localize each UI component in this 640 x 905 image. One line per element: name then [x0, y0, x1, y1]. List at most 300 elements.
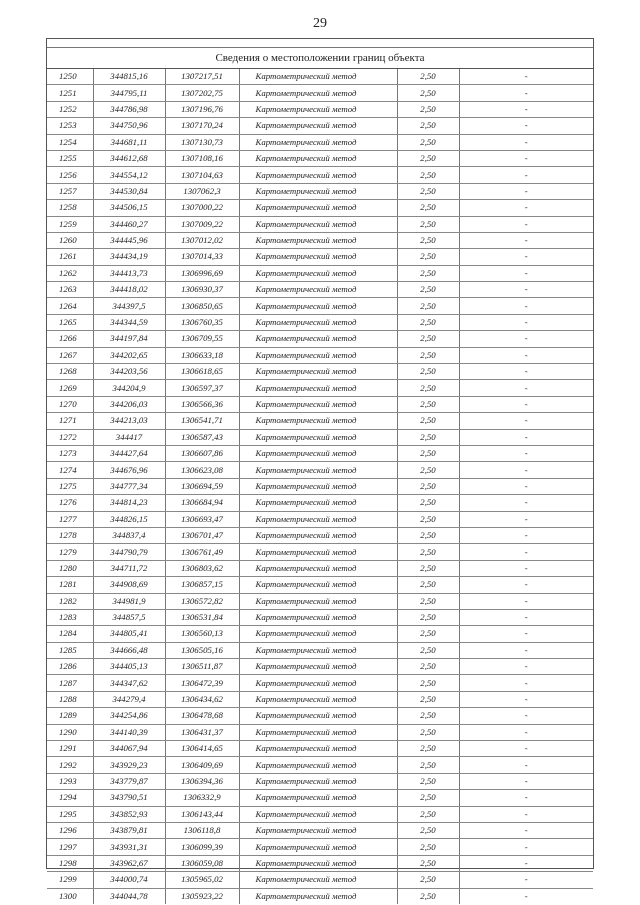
note-cell: - — [459, 347, 593, 363]
point-number-cell: 1264 — [47, 298, 93, 314]
accuracy-cell: 2,50 — [397, 183, 459, 199]
table-row — [47, 741, 593, 757]
x-coordinate-cell: 344460,27 — [93, 216, 165, 232]
point-number-cell: 1254 — [47, 134, 93, 150]
table-row — [47, 429, 593, 445]
table-row — [47, 347, 593, 363]
point-number-cell: 1275 — [47, 478, 93, 494]
table-row — [47, 724, 593, 740]
x-coordinate-cell: 344814,23 — [93, 495, 165, 511]
accuracy-cell: 2,50 — [397, 708, 459, 724]
point-number-cell: 1272 — [47, 429, 93, 445]
note-cell: - — [459, 85, 593, 101]
method-cell: Картометрический метод — [239, 478, 397, 494]
method-cell: Картометрический метод — [239, 200, 397, 216]
accuracy-cell: 2,50 — [397, 773, 459, 789]
accuracy-cell: 2,50 — [397, 888, 459, 904]
table-row — [47, 364, 593, 380]
x-coordinate-cell: 344344,59 — [93, 314, 165, 330]
y-coordinate-cell: 1306996,69 — [165, 265, 239, 281]
table-row — [47, 118, 593, 134]
note-cell: - — [459, 593, 593, 609]
note-cell: - — [459, 167, 593, 183]
method-cell: Картометрический метод — [239, 888, 397, 904]
table-row — [47, 757, 593, 773]
point-number-cell: 1273 — [47, 445, 93, 461]
table-row — [47, 806, 593, 822]
accuracy-cell: 2,50 — [397, 741, 459, 757]
method-cell: Картометрический метод — [239, 675, 397, 691]
note-cell: - — [459, 183, 593, 199]
x-coordinate-cell: 344681,11 — [93, 134, 165, 150]
point-number-cell: 1258 — [47, 200, 93, 216]
method-cell: Картометрический метод — [239, 265, 397, 281]
point-number-cell: 1274 — [47, 462, 93, 478]
accuracy-cell: 2,50 — [397, 331, 459, 347]
y-coordinate-cell: 1306099,39 — [165, 839, 239, 855]
point-number-cell: 1282 — [47, 593, 93, 609]
accuracy-cell: 2,50 — [397, 577, 459, 593]
point-number-cell: 1262 — [47, 265, 93, 281]
table-row — [47, 560, 593, 576]
table-row — [47, 659, 593, 675]
table-row — [47, 577, 593, 593]
point-number-cell: 1289 — [47, 708, 93, 724]
y-coordinate-cell: 1306597,37 — [165, 380, 239, 396]
table-row — [47, 708, 593, 724]
x-coordinate-cell: 344826,15 — [93, 511, 165, 527]
method-cell: Картометрический метод — [239, 150, 397, 166]
method-cell: Картометрический метод — [239, 167, 397, 183]
accuracy-cell: 2,50 — [397, 642, 459, 658]
method-cell: Картометрический метод — [239, 216, 397, 232]
table-row — [47, 773, 593, 789]
table-row — [47, 888, 593, 904]
point-number-cell: 1270 — [47, 396, 93, 412]
note-cell: - — [459, 462, 593, 478]
y-coordinate-cell: 1306709,55 — [165, 331, 239, 347]
table-row — [47, 609, 593, 625]
method-cell: Картометрический метод — [239, 642, 397, 658]
accuracy-cell: 2,50 — [397, 265, 459, 281]
accuracy-cell: 2,50 — [397, 167, 459, 183]
accuracy-cell: 2,50 — [397, 462, 459, 478]
x-coordinate-cell: 343931,31 — [93, 839, 165, 855]
table-row — [47, 134, 593, 150]
table-row — [47, 462, 593, 478]
y-coordinate-cell: 1306701,47 — [165, 527, 239, 543]
note-cell: - — [459, 659, 593, 675]
accuracy-cell: 2,50 — [397, 822, 459, 838]
y-coordinate-cell: 1306059,08 — [165, 855, 239, 871]
accuracy-cell: 2,50 — [397, 298, 459, 314]
note-cell: - — [459, 380, 593, 396]
note-cell: - — [459, 527, 593, 543]
note-cell: - — [459, 691, 593, 707]
accuracy-cell: 2,50 — [397, 314, 459, 330]
x-coordinate-cell: 344790,79 — [93, 544, 165, 560]
x-coordinate-cell: 343962,67 — [93, 855, 165, 871]
y-coordinate-cell: 1305965,02 — [165, 872, 239, 888]
y-coordinate-cell: 1307170,24 — [165, 118, 239, 134]
table-row — [47, 167, 593, 183]
table-row — [47, 150, 593, 166]
x-coordinate-cell: 344805,41 — [93, 626, 165, 642]
y-coordinate-cell: 1306633,18 — [165, 347, 239, 363]
accuracy-cell: 2,50 — [397, 511, 459, 527]
note-cell: - — [459, 216, 593, 232]
accuracy-cell: 2,50 — [397, 69, 459, 85]
y-coordinate-cell: 1306541,71 — [165, 413, 239, 429]
method-cell: Картометрический метод — [239, 511, 397, 527]
x-coordinate-cell: 344206,03 — [93, 396, 165, 412]
point-number-cell: 1290 — [47, 724, 93, 740]
method-cell: Картометрический метод — [239, 462, 397, 478]
method-cell: Картометрический метод — [239, 577, 397, 593]
y-coordinate-cell: 1307196,76 — [165, 101, 239, 117]
y-coordinate-cell: 1305923,22 — [165, 888, 239, 904]
accuracy-cell: 2,50 — [397, 134, 459, 150]
y-coordinate-cell: 1307217,51 — [165, 69, 239, 85]
point-number-cell: 1296 — [47, 822, 93, 838]
y-coordinate-cell: 1306850,65 — [165, 298, 239, 314]
table-row — [47, 85, 593, 101]
table-row — [47, 232, 593, 248]
x-coordinate-cell: 344777,34 — [93, 478, 165, 494]
note-cell: - — [459, 445, 593, 461]
point-number-cell: 1292 — [47, 757, 93, 773]
table-row — [47, 298, 593, 314]
x-coordinate-cell: 344397,5 — [93, 298, 165, 314]
table-row — [47, 445, 593, 461]
table-row — [47, 675, 593, 691]
accuracy-cell: 2,50 — [397, 626, 459, 642]
table-row — [47, 249, 593, 265]
x-coordinate-cell: 344197,84 — [93, 331, 165, 347]
point-number-cell: 1297 — [47, 839, 93, 855]
method-cell: Картометрический метод — [239, 822, 397, 838]
point-number-cell: 1267 — [47, 347, 93, 363]
y-coordinate-cell: 1306143,44 — [165, 806, 239, 822]
point-number-cell: 1265 — [47, 314, 93, 330]
accuracy-cell: 2,50 — [397, 691, 459, 707]
accuracy-cell: 2,50 — [397, 85, 459, 101]
x-coordinate-cell: 344044,78 — [93, 888, 165, 904]
point-number-cell: 1299 — [47, 872, 93, 888]
point-number-cell: 1268 — [47, 364, 93, 380]
y-coordinate-cell: 1306572,82 — [165, 593, 239, 609]
method-cell: Картометрический метод — [239, 282, 397, 298]
note-cell: - — [459, 675, 593, 691]
method-cell: Картометрический метод — [239, 298, 397, 314]
boundary-points-table — [47, 69, 593, 904]
table-row — [47, 790, 593, 806]
y-coordinate-cell: 1307062,3 — [165, 183, 239, 199]
y-coordinate-cell: 1306618,65 — [165, 364, 239, 380]
method-cell: Картометрический метод — [239, 806, 397, 822]
x-coordinate-cell: 344202,65 — [93, 347, 165, 363]
x-coordinate-cell: 344418,02 — [93, 282, 165, 298]
accuracy-cell: 2,50 — [397, 855, 459, 871]
y-coordinate-cell: 1306478,68 — [165, 708, 239, 724]
point-number-cell: 1257 — [47, 183, 93, 199]
note-cell: - — [459, 249, 593, 265]
accuracy-cell: 2,50 — [397, 396, 459, 412]
table-row — [47, 544, 593, 560]
accuracy-cell: 2,50 — [397, 495, 459, 511]
note-cell: - — [459, 413, 593, 429]
note-cell: - — [459, 232, 593, 248]
y-coordinate-cell: 1306560,13 — [165, 626, 239, 642]
table-row — [47, 331, 593, 347]
note-cell: - — [459, 298, 593, 314]
point-number-cell: 1298 — [47, 855, 93, 871]
x-coordinate-cell: 344427,64 — [93, 445, 165, 461]
accuracy-cell: 2,50 — [397, 380, 459, 396]
x-coordinate-cell: 344279,4 — [93, 691, 165, 707]
accuracy-cell: 2,50 — [397, 593, 459, 609]
y-coordinate-cell: 1307104,63 — [165, 167, 239, 183]
x-coordinate-cell: 344405,13 — [93, 659, 165, 675]
x-coordinate-cell: 344786,98 — [93, 101, 165, 117]
accuracy-cell: 2,50 — [397, 790, 459, 806]
note-cell: - — [459, 134, 593, 150]
method-cell: Картометрический метод — [239, 249, 397, 265]
point-number-cell: 1276 — [47, 495, 93, 511]
table-row — [47, 626, 593, 642]
x-coordinate-cell: 344711,72 — [93, 560, 165, 576]
y-coordinate-cell: 1307014,33 — [165, 249, 239, 265]
note-cell: - — [459, 757, 593, 773]
method-cell: Картометрический метод — [239, 429, 397, 445]
point-number-cell: 1252 — [47, 101, 93, 117]
x-coordinate-cell: 343929,23 — [93, 757, 165, 773]
y-coordinate-cell: 1306930,37 — [165, 282, 239, 298]
point-number-cell: 1288 — [47, 691, 93, 707]
note-cell: - — [459, 314, 593, 330]
table-row — [47, 822, 593, 838]
note-cell: - — [459, 396, 593, 412]
accuracy-cell: 2,50 — [397, 806, 459, 822]
method-cell: Картометрический метод — [239, 183, 397, 199]
method-cell: Картометрический метод — [239, 708, 397, 724]
method-cell: Картометрический метод — [239, 544, 397, 560]
table-row — [47, 380, 593, 396]
x-coordinate-cell: 344445,96 — [93, 232, 165, 248]
y-coordinate-cell: 1306761,49 — [165, 544, 239, 560]
accuracy-cell: 2,50 — [397, 282, 459, 298]
table-row — [47, 642, 593, 658]
method-cell: Картометрический метод — [239, 347, 397, 363]
table-row — [47, 314, 593, 330]
method-cell: Картометрический метод — [239, 396, 397, 412]
point-number-cell: 1283 — [47, 609, 93, 625]
y-coordinate-cell: 1306623,08 — [165, 462, 239, 478]
x-coordinate-cell: 344857,5 — [93, 609, 165, 625]
x-coordinate-cell: 344434,19 — [93, 249, 165, 265]
method-cell: Картометрический метод — [239, 609, 397, 625]
y-coordinate-cell: 1306587,43 — [165, 429, 239, 445]
x-coordinate-cell: 344815,16 — [93, 69, 165, 85]
x-coordinate-cell: 344750,96 — [93, 118, 165, 134]
point-number-cell: 1277 — [47, 511, 93, 527]
method-cell: Картометрический метод — [239, 593, 397, 609]
table-row — [47, 216, 593, 232]
accuracy-cell: 2,50 — [397, 724, 459, 740]
method-cell: Картометрический метод — [239, 855, 397, 871]
note-cell: - — [459, 839, 593, 855]
note-cell: - — [459, 626, 593, 642]
y-coordinate-cell: 1306434,62 — [165, 691, 239, 707]
note-cell: - — [459, 544, 593, 560]
table-row — [47, 855, 593, 871]
accuracy-cell: 2,50 — [397, 232, 459, 248]
table-body — [47, 69, 593, 904]
point-number-cell: 1261 — [47, 249, 93, 265]
x-coordinate-cell: 344795,11 — [93, 85, 165, 101]
method-cell: Картометрический метод — [239, 757, 397, 773]
x-coordinate-cell: 344530,84 — [93, 183, 165, 199]
y-coordinate-cell: 1306531,84 — [165, 609, 239, 625]
y-coordinate-cell: 1306693,47 — [165, 511, 239, 527]
x-coordinate-cell: 344204,9 — [93, 380, 165, 396]
x-coordinate-cell: 343852,93 — [93, 806, 165, 822]
boundary-table-sheet — [46, 38, 594, 901]
y-coordinate-cell: 1307130,73 — [165, 134, 239, 150]
y-coordinate-cell: 1306332,9 — [165, 790, 239, 806]
point-number-cell: 1251 — [47, 85, 93, 101]
x-coordinate-cell: 344612,68 — [93, 150, 165, 166]
note-cell: - — [459, 69, 593, 85]
method-cell: Картометрический метод — [239, 560, 397, 576]
method-cell: Картометрический метод — [239, 445, 397, 461]
point-number-cell: 1253 — [47, 118, 93, 134]
table-row — [47, 413, 593, 429]
method-cell: Картометрический метод — [239, 839, 397, 855]
note-cell: - — [459, 331, 593, 347]
accuracy-cell: 2,50 — [397, 200, 459, 216]
y-coordinate-cell: 1307108,16 — [165, 150, 239, 166]
table-row — [47, 511, 593, 527]
point-number-cell: 1287 — [47, 675, 93, 691]
x-coordinate-cell: 344506,15 — [93, 200, 165, 216]
table-row — [47, 872, 593, 888]
accuracy-cell: 2,50 — [397, 413, 459, 429]
accuracy-cell: 2,50 — [397, 150, 459, 166]
point-number-cell: 1284 — [47, 626, 93, 642]
y-coordinate-cell: 1306505,16 — [165, 642, 239, 658]
x-coordinate-cell: 344213,03 — [93, 413, 165, 429]
point-number-cell: 1278 — [47, 527, 93, 543]
y-coordinate-cell: 1306694,59 — [165, 478, 239, 494]
table-row — [47, 495, 593, 511]
note-cell: - — [459, 855, 593, 871]
y-coordinate-cell: 1306472,39 — [165, 675, 239, 691]
x-coordinate-cell: 344140,39 — [93, 724, 165, 740]
point-number-cell: 1281 — [47, 577, 93, 593]
table-header-spacer — [47, 39, 593, 48]
accuracy-cell: 2,50 — [397, 544, 459, 560]
x-coordinate-cell: 343790,51 — [93, 790, 165, 806]
y-coordinate-cell: 1306684,94 — [165, 495, 239, 511]
accuracy-cell: 2,50 — [397, 839, 459, 855]
x-coordinate-cell: 343779,87 — [93, 773, 165, 789]
note-cell: - — [459, 577, 593, 593]
accuracy-cell: 2,50 — [397, 872, 459, 888]
point-number-cell: 1250 — [47, 69, 93, 85]
note-cell: - — [459, 101, 593, 117]
note-cell: - — [459, 773, 593, 789]
note-cell: - — [459, 790, 593, 806]
y-coordinate-cell: 1307000,22 — [165, 200, 239, 216]
table-row — [47, 593, 593, 609]
y-coordinate-cell: 1306414,65 — [165, 741, 239, 757]
note-cell: - — [459, 741, 593, 757]
note-cell: - — [459, 495, 593, 511]
accuracy-cell: 2,50 — [397, 216, 459, 232]
x-coordinate-cell: 344908,69 — [93, 577, 165, 593]
point-number-cell: 1279 — [47, 544, 93, 560]
table-row — [47, 396, 593, 412]
point-number-cell: 1271 — [47, 413, 93, 429]
y-coordinate-cell: 1306118,8 — [165, 822, 239, 838]
method-cell: Картометрический метод — [239, 659, 397, 675]
point-number-cell: 1255 — [47, 150, 93, 166]
method-cell: Картометрический метод — [239, 527, 397, 543]
x-coordinate-cell: 344254,86 — [93, 708, 165, 724]
accuracy-cell: 2,50 — [397, 249, 459, 265]
method-cell: Картометрический метод — [239, 380, 397, 396]
method-cell: Картометрический метод — [239, 232, 397, 248]
point-number-cell: 1291 — [47, 741, 93, 757]
note-cell: - — [459, 724, 593, 740]
note-cell: - — [459, 150, 593, 166]
page-number: 29 — [313, 16, 327, 31]
method-cell: Картометрический метод — [239, 314, 397, 330]
accuracy-cell: 2,50 — [397, 659, 459, 675]
table-row — [47, 183, 593, 199]
point-number-cell: 1285 — [47, 642, 93, 658]
accuracy-cell: 2,50 — [397, 429, 459, 445]
accuracy-cell: 2,50 — [397, 347, 459, 363]
table-row — [47, 200, 593, 216]
note-cell: - — [459, 118, 593, 134]
y-coordinate-cell: 1307202,75 — [165, 85, 239, 101]
point-number-cell: 1300 — [47, 888, 93, 904]
note-cell: - — [459, 478, 593, 494]
accuracy-cell: 2,50 — [397, 118, 459, 134]
y-coordinate-cell: 1307012,02 — [165, 232, 239, 248]
accuracy-cell: 2,50 — [397, 675, 459, 691]
point-number-cell: 1280 — [47, 560, 93, 576]
y-coordinate-cell: 1306511,87 — [165, 659, 239, 675]
x-coordinate-cell: 344413,73 — [93, 265, 165, 281]
table-row — [47, 478, 593, 494]
method-cell: Картометрический метод — [239, 101, 397, 117]
y-coordinate-cell: 1306607,86 — [165, 445, 239, 461]
method-cell: Картометрический метод — [239, 413, 397, 429]
table-caption: Сведения о местоположении границ объекта — [47, 48, 593, 69]
table-row — [47, 527, 593, 543]
point-number-cell: 1263 — [47, 282, 93, 298]
x-coordinate-cell: 344067,94 — [93, 741, 165, 757]
method-cell: Картометрический метод — [239, 872, 397, 888]
point-number-cell: 1259 — [47, 216, 93, 232]
method-cell: Картометрический метод — [239, 495, 397, 511]
method-cell: Картометрический метод — [239, 790, 397, 806]
method-cell: Картометрический метод — [239, 773, 397, 789]
accuracy-cell: 2,50 — [397, 364, 459, 380]
